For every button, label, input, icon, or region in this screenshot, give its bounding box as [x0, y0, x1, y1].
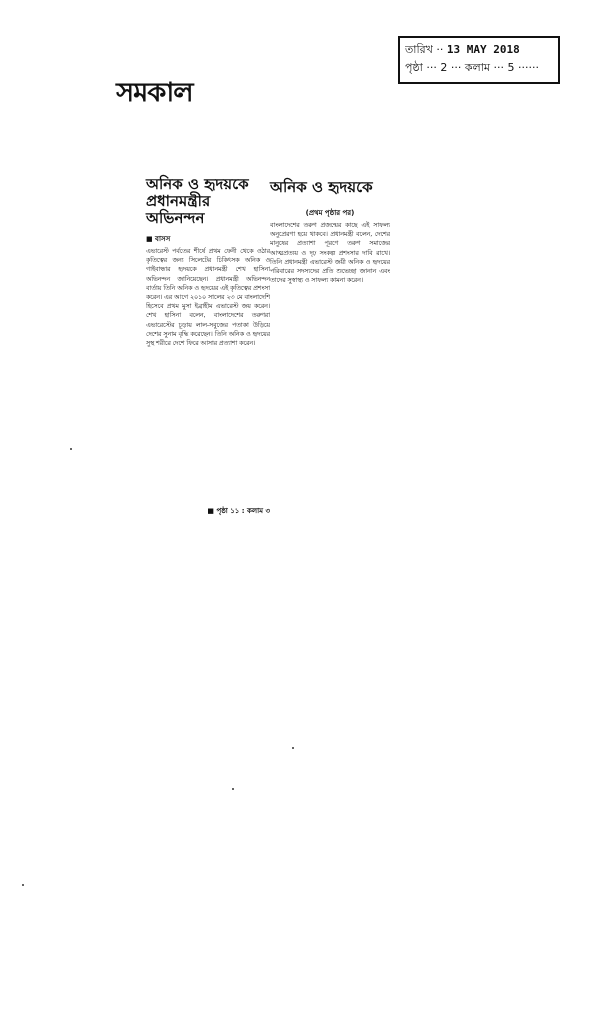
stamp-date-row: তারিখ ·· 13 MAY 2018	[405, 43, 520, 56]
stamp-column-value: 5	[507, 61, 515, 74]
article-continuation: ■ পৃষ্ঠা ১১ : কলাম ৩	[207, 507, 270, 515]
article-body-right: বাংলাদেশের তরুণ প্রজন্মের কাছে এই সাফল্য অনুপ্রেরণা হয়ে থাকবে। প্রধানমন্ত্রী বলেন, দেশের মানুষের প্রত্যাশা পূরণে তরুণ সমাজের আত্মপ্রত্যয় ও দৃঢ় সংকল্প প্রশংসার দাবি রাখে। তিনি প্রধানমন্ত্রী এভারেস্ট জয়ী অনিক ও হৃদয়ের পরিবারের সদস্যদের প্রতি শুভেচ্ছা জানান এবং তাদের সুস্বাস্থ্য ও সাফল্য কামনা করেন।	[270, 222, 390, 285]
clipping-stamp	[398, 36, 560, 84]
scan-speck	[70, 448, 72, 450]
stamp-page-label: পৃষ্ঠা	[405, 61, 423, 74]
article-headline: অনিক ও হৃদয়কে প্রধানমন্ত্রীর অভিনন্দন	[146, 175, 249, 227]
article-body-left: এভারেস্ট পর্বতের শীর্ষে প্রথম ফেনী থেকে ওঠার কৃতিত্বের জন্য সিলেটের চিকিৎসক অনিক ও গাইবান্ধার হৃদয়কে প্রধানমন্ত্রী শেখ হাসিনা অভিনন্দন জানিয়েছেন। প্রধানমন্ত্রী অভিনন্দন বার্তায় তিনি অনিক ও হৃদয়ের এই কৃতিত্বের প্রশংসা করেন। এর আগে ২০১০ সালের ২৩ মে বাংলাদেশি হিসেবে প্রথম মুসা ইব্রাহীম এভারেস্ট জয় করেন। শেখ হাসিনা বলেন, বাংলাদেশের তরুণরা এভারেস্টের চূড়ায় লাল-সবুজের পতাকা উড়িয়ে দেশের সুনাম বৃদ্ধি করেছেন। তিনি অনিক ও হৃদয়ের সুস্থ শরীরে দেশে ফিরে আসার প্রত্যাশা করেন।	[146, 248, 270, 348]
article-byline: ■ বাসস	[146, 235, 171, 243]
stamp-date-label: তারিখ	[405, 43, 433, 56]
scan-speck	[232, 788, 234, 790]
newspaper-masthead: সমকাল	[116, 78, 193, 108]
stamp-page-row: পৃষ্ঠা ··· 2 ··· কলাম ··· 5 ······	[405, 61, 540, 74]
article-left-column	[146, 175, 270, 515]
scan-speck	[22, 884, 24, 886]
stamp-column-label: কলাম	[464, 61, 491, 74]
stamp-page-value: 2	[440, 61, 448, 74]
article-right-column	[270, 176, 390, 361]
article-continued-intro: (প্রথম পৃষ্ঠার পর)	[305, 209, 355, 217]
scan-speck	[292, 747, 294, 749]
article-continued-headline: অনিক ও হৃদয়কে	[270, 178, 373, 196]
stamp-date-value: 13 MAY 2018	[446, 43, 520, 56]
